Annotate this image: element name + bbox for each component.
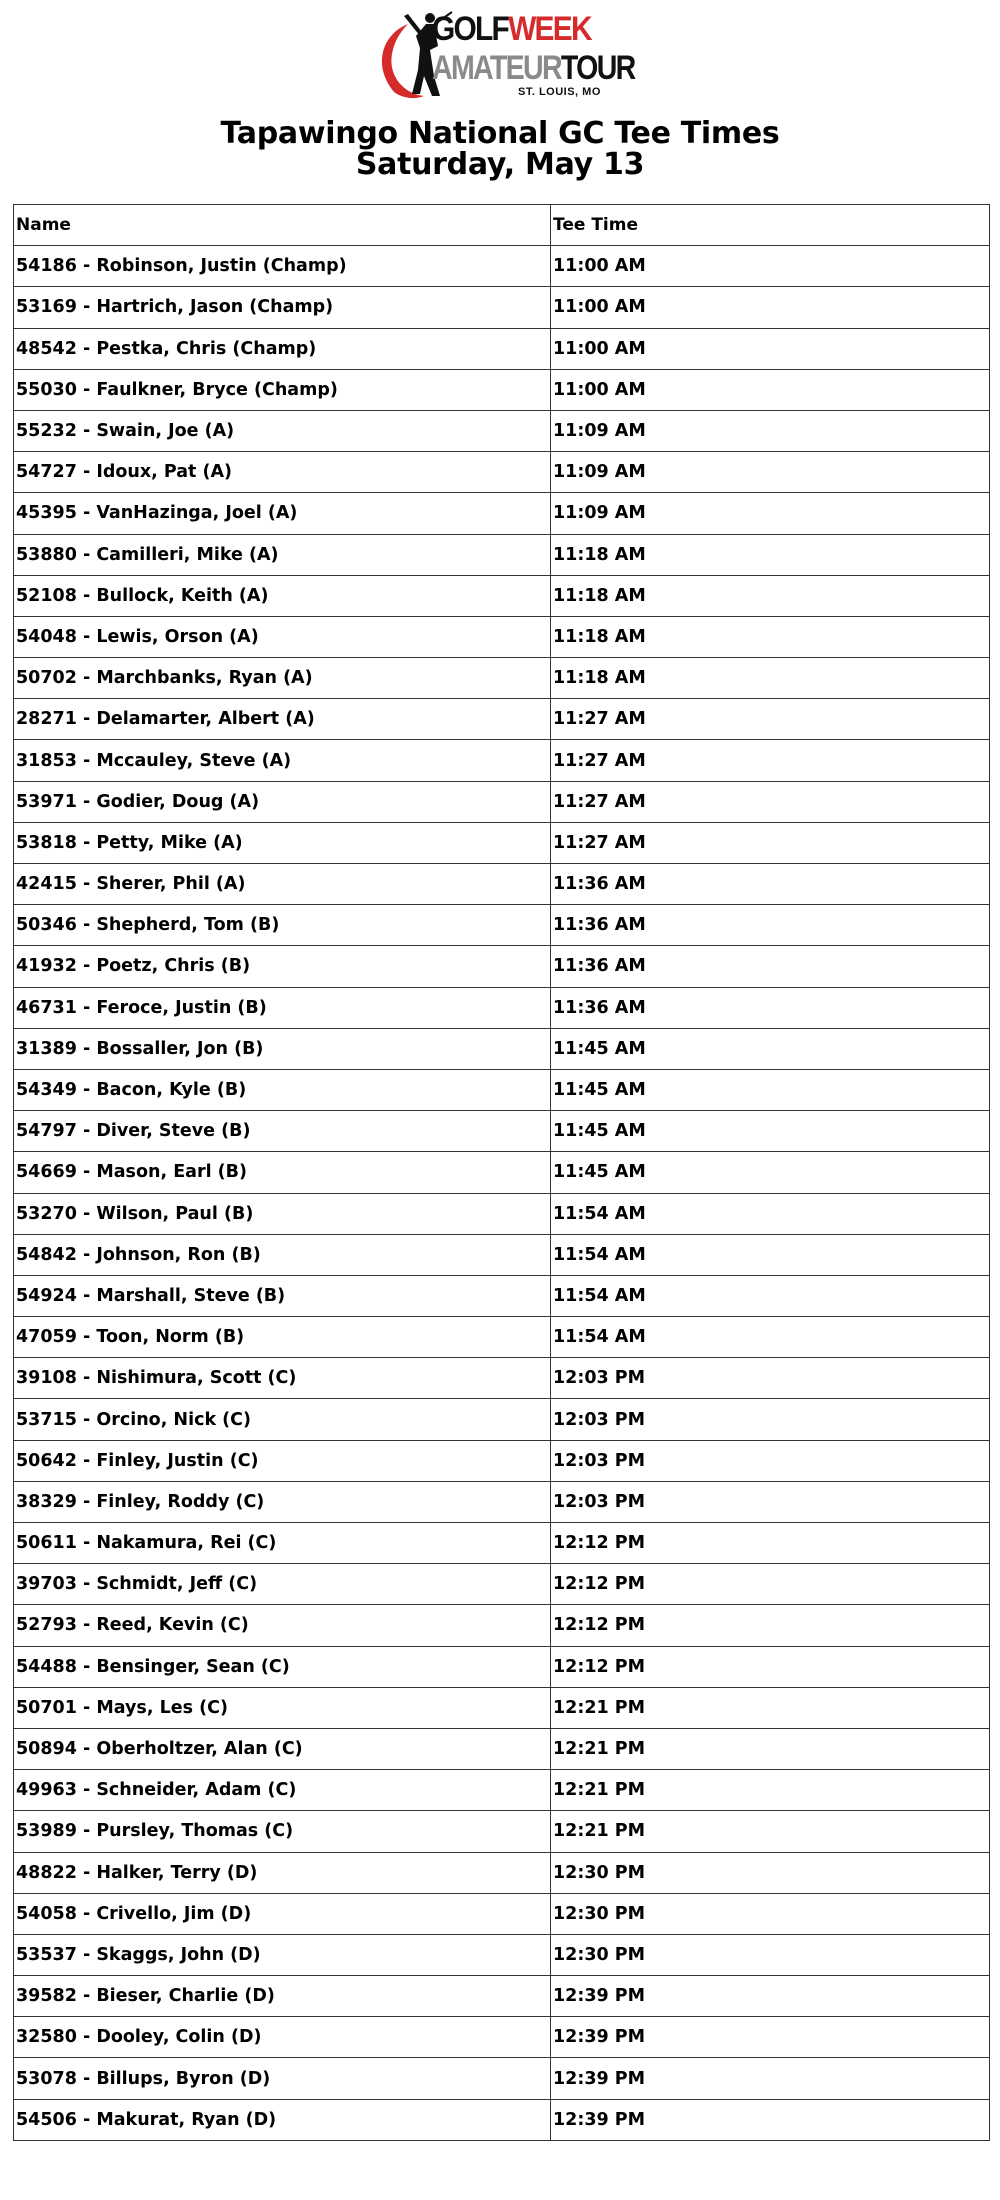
table-row bbox=[14, 1028, 990, 1069]
tee-time-cell: 11:09 AM bbox=[551, 452, 990, 493]
tee-time-cell: 11:45 AM bbox=[551, 1152, 990, 1193]
column-header-name: Name bbox=[14, 205, 551, 246]
tee-time-cell: 11:36 AM bbox=[551, 946, 990, 987]
player-name-cell: 31853 - Mccauley, Steve (A) bbox=[14, 740, 551, 781]
column-header-tee-time: Tee Time bbox=[551, 205, 990, 246]
table-row bbox=[14, 2099, 990, 2140]
tee-time-cell: 11:18 AM bbox=[551, 575, 990, 616]
player-name-cell: 50894 - Oberholtzer, Alan (C) bbox=[14, 1728, 551, 1769]
player-name-cell: 53880 - Camilleri, Mike (A) bbox=[14, 534, 551, 575]
table-row bbox=[14, 2058, 990, 2099]
tee-time-cell: 11:54 AM bbox=[551, 1234, 990, 1275]
tee-time-cell: 12:21 PM bbox=[551, 1728, 990, 1769]
table-row bbox=[14, 1728, 990, 1769]
table-row bbox=[14, 1152, 990, 1193]
player-name-cell: 54842 - Johnson, Ron (B) bbox=[14, 1234, 551, 1275]
tee-time-cell: 12:39 PM bbox=[551, 2058, 990, 2099]
table-row bbox=[14, 1193, 990, 1234]
table-row bbox=[14, 946, 990, 987]
table-row bbox=[14, 369, 990, 410]
player-name-cell: 42415 - Sherer, Phil (A) bbox=[14, 864, 551, 905]
table-row bbox=[14, 781, 990, 822]
page-title bbox=[0, 118, 1000, 180]
player-name-cell: 54924 - Marshall, Steve (B) bbox=[14, 1275, 551, 1316]
tee-time-cell: 12:21 PM bbox=[551, 1770, 990, 1811]
logo-word-amateur: AMATEUR bbox=[432, 49, 561, 87]
golfweek-amateur-tour-logo bbox=[368, 6, 638, 100]
tee-time-cell: 11:45 AM bbox=[551, 1069, 990, 1110]
tee-time-cell: 11:18 AM bbox=[551, 658, 990, 699]
table-row bbox=[14, 534, 990, 575]
page-title-date: Saturday, May 13 bbox=[355, 147, 645, 182]
player-name-cell: 53270 - Wilson, Paul (B) bbox=[14, 1193, 551, 1234]
tee-time-cell: 11:27 AM bbox=[551, 822, 990, 863]
table-row bbox=[14, 2017, 990, 2058]
tee-time-cell: 11:00 AM bbox=[551, 246, 990, 287]
tee-time-cell: 11:27 AM bbox=[551, 699, 990, 740]
table-row bbox=[14, 1275, 990, 1316]
player-name-cell: 53715 - Orcino, Nick (C) bbox=[14, 1399, 551, 1440]
tee-time-cell: 11:36 AM bbox=[551, 987, 990, 1028]
logo-word-tour: TOUR bbox=[560, 49, 635, 87]
tee-time-cell: 11:18 AM bbox=[551, 616, 990, 657]
player-name-cell: 54506 - Makurat, Ryan (D) bbox=[14, 2099, 551, 2140]
player-name-cell: 49963 - Schneider, Adam (C) bbox=[14, 1770, 551, 1811]
table-row bbox=[14, 1893, 990, 1934]
player-name-cell: 55232 - Swain, Joe (A) bbox=[14, 410, 551, 451]
tee-time-cell: 11:45 AM bbox=[551, 1028, 990, 1069]
tee-time-cell: 12:21 PM bbox=[551, 1687, 990, 1728]
player-name-cell: 54349 - Bacon, Kyle (B) bbox=[14, 1069, 551, 1110]
player-name-cell: 39108 - Nishimura, Scott (C) bbox=[14, 1358, 551, 1399]
table-row bbox=[14, 1605, 990, 1646]
tee-time-cell: 12:12 PM bbox=[551, 1564, 990, 1605]
player-name-cell: 48822 - Halker, Terry (D) bbox=[14, 1852, 551, 1893]
table-row bbox=[14, 1934, 990, 1975]
logo-word-golf: GOLF bbox=[432, 10, 509, 48]
tee-time-cell: 11:09 AM bbox=[551, 410, 990, 451]
tee-time-cell: 12:03 PM bbox=[551, 1481, 990, 1522]
table-row bbox=[14, 1317, 990, 1358]
tee-time-cell: 11:54 AM bbox=[551, 1317, 990, 1358]
tee-time-cell: 12:39 PM bbox=[551, 2099, 990, 2140]
tee-times-body bbox=[14, 246, 990, 2141]
tee-time-cell: 11:00 AM bbox=[551, 287, 990, 328]
tee-time-cell: 12:30 PM bbox=[551, 1934, 990, 1975]
player-name-cell: 50611 - Nakamura, Rei (C) bbox=[14, 1523, 551, 1564]
table-header-row bbox=[14, 205, 990, 246]
player-name-cell: 48542 - Pestka, Chris (Champ) bbox=[14, 328, 551, 369]
logo-word-week: WEEK bbox=[508, 10, 591, 48]
tee-time-cell: 12:30 PM bbox=[551, 1893, 990, 1934]
tee-time-cell: 12:12 PM bbox=[551, 1646, 990, 1687]
table-row bbox=[14, 1811, 990, 1852]
player-name-cell: 52793 - Reed, Kevin (C) bbox=[14, 1605, 551, 1646]
player-name-cell: 50642 - Finley, Justin (C) bbox=[14, 1440, 551, 1481]
player-name-cell: 47059 - Toon, Norm (B) bbox=[14, 1317, 551, 1358]
tee-time-cell: 12:03 PM bbox=[551, 1399, 990, 1440]
player-name-cell: 28271 - Delamarter, Albert (A) bbox=[14, 699, 551, 740]
tee-time-cell: 12:12 PM bbox=[551, 1605, 990, 1646]
player-name-cell: 54669 - Mason, Earl (B) bbox=[14, 1152, 551, 1193]
player-name-cell: 55030 - Faulkner, Bryce (Champ) bbox=[14, 369, 551, 410]
tee-times-table bbox=[13, 204, 990, 2141]
table-row bbox=[14, 1646, 990, 1687]
logo-golfweek-wordmark bbox=[432, 10, 591, 48]
table-row bbox=[14, 1564, 990, 1605]
table-row bbox=[14, 575, 990, 616]
tee-time-cell: 12:30 PM bbox=[551, 1852, 990, 1893]
page-title-course: Tapawingo National GC Tee Times bbox=[220, 116, 780, 151]
table-row bbox=[14, 1852, 990, 1893]
player-name-cell: 54058 - Crivello, Jim (D) bbox=[14, 1893, 551, 1934]
table-row bbox=[14, 1399, 990, 1440]
logo-amateur-tour-wordmark bbox=[432, 50, 635, 86]
player-name-cell: 50701 - Mays, Les (C) bbox=[14, 1687, 551, 1728]
player-name-cell: 53078 - Billups, Byron (D) bbox=[14, 2058, 551, 2099]
player-name-cell: 41932 - Poetz, Chris (B) bbox=[14, 946, 551, 987]
player-name-cell: 32580 - Dooley, Colin (D) bbox=[14, 2017, 551, 2058]
logo-location: ST. LOUIS, MO bbox=[518, 86, 601, 98]
table-row bbox=[14, 328, 990, 369]
table-row bbox=[14, 658, 990, 699]
player-name-cell: 54186 - Robinson, Justin (Champ) bbox=[14, 246, 551, 287]
player-name-cell: 53818 - Petty, Mike (A) bbox=[14, 822, 551, 863]
table-row bbox=[14, 616, 990, 657]
table-row bbox=[14, 1069, 990, 1110]
table-row bbox=[14, 740, 990, 781]
tee-time-cell: 11:27 AM bbox=[551, 740, 990, 781]
table-row bbox=[14, 287, 990, 328]
player-name-cell: 54048 - Lewis, Orson (A) bbox=[14, 616, 551, 657]
player-name-cell: 38329 - Finley, Roddy (C) bbox=[14, 1481, 551, 1522]
tee-time-cell: 11:54 AM bbox=[551, 1193, 990, 1234]
tee-time-cell: 12:21 PM bbox=[551, 1811, 990, 1852]
table-row bbox=[14, 1234, 990, 1275]
table-row bbox=[14, 246, 990, 287]
table-row bbox=[14, 987, 990, 1028]
tee-time-cell: 12:03 PM bbox=[551, 1358, 990, 1399]
player-name-cell: 46731 - Feroce, Justin (B) bbox=[14, 987, 551, 1028]
tee-time-cell: 11:00 AM bbox=[551, 328, 990, 369]
tee-time-cell: 11:36 AM bbox=[551, 905, 990, 946]
table-row bbox=[14, 699, 990, 740]
tee-time-cell: 11:09 AM bbox=[551, 493, 990, 534]
player-name-cell: 50702 - Marchbanks, Ryan (A) bbox=[14, 658, 551, 699]
table-row bbox=[14, 1358, 990, 1399]
tee-time-cell: 12:03 PM bbox=[551, 1440, 990, 1481]
table-row bbox=[14, 1111, 990, 1152]
table-row bbox=[14, 493, 990, 534]
tee-time-cell: 11:45 AM bbox=[551, 1111, 990, 1152]
table-row bbox=[14, 905, 990, 946]
player-name-cell: 39703 - Schmidt, Jeff (C) bbox=[14, 1564, 551, 1605]
player-name-cell: 45395 - VanHazinga, Joel (A) bbox=[14, 493, 551, 534]
player-name-cell: 53989 - Pursley, Thomas (C) bbox=[14, 1811, 551, 1852]
table-row bbox=[14, 452, 990, 493]
table-row bbox=[14, 1440, 990, 1481]
tee-time-cell: 11:00 AM bbox=[551, 369, 990, 410]
player-name-cell: 31389 - Bossaller, Jon (B) bbox=[14, 1028, 551, 1069]
tee-time-cell: 12:39 PM bbox=[551, 1976, 990, 2017]
table-row bbox=[14, 1481, 990, 1522]
tee-time-cell: 12:12 PM bbox=[551, 1523, 990, 1564]
tee-time-cell: 12:39 PM bbox=[551, 2017, 990, 2058]
table-row bbox=[14, 1523, 990, 1564]
player-name-cell: 53169 - Hartrich, Jason (Champ) bbox=[14, 287, 551, 328]
tee-time-cell: 11:27 AM bbox=[551, 781, 990, 822]
table-row bbox=[14, 864, 990, 905]
table-row bbox=[14, 410, 990, 451]
table-row bbox=[14, 1687, 990, 1728]
tee-time-cell: 11:18 AM bbox=[551, 534, 990, 575]
tee-time-cell: 11:36 AM bbox=[551, 864, 990, 905]
player-name-cell: 53537 - Skaggs, John (D) bbox=[14, 1934, 551, 1975]
table-row bbox=[14, 1770, 990, 1811]
player-name-cell: 54727 - Idoux, Pat (A) bbox=[14, 452, 551, 493]
tee-time-cell: 11:54 AM bbox=[551, 1275, 990, 1316]
table-row bbox=[14, 1976, 990, 2017]
player-name-cell: 52108 - Bullock, Keith (A) bbox=[14, 575, 551, 616]
player-name-cell: 53971 - Godier, Doug (A) bbox=[14, 781, 551, 822]
player-name-cell: 54797 - Diver, Steve (B) bbox=[14, 1111, 551, 1152]
player-name-cell: 54488 - Bensinger, Sean (C) bbox=[14, 1646, 551, 1687]
table-row bbox=[14, 822, 990, 863]
player-name-cell: 50346 - Shepherd, Tom (B) bbox=[14, 905, 551, 946]
player-name-cell: 39582 - Bieser, Charlie (D) bbox=[14, 1976, 551, 2017]
